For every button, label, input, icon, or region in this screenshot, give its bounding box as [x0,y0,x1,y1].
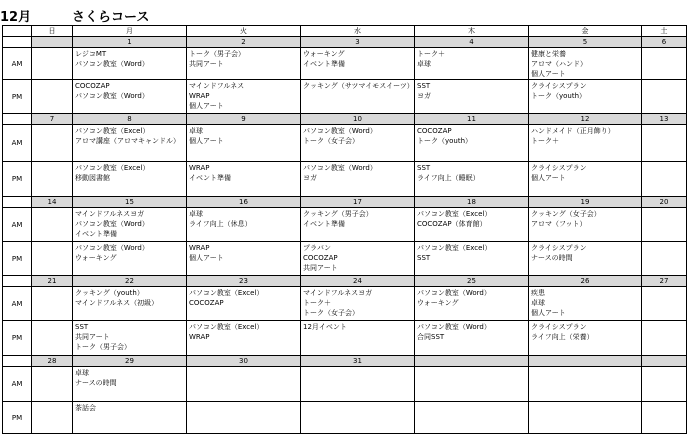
weekday-header: 火 [187,26,301,37]
activity-item: マインドフルネスヨガ [303,289,373,297]
activity-cell [642,287,687,321]
activity-item: パソコン教室（Excel） [189,289,264,297]
activity-item: 個人アート [189,254,224,262]
date-cell: 30 [187,356,301,367]
activity-cell [301,162,415,197]
pm-label: PM [3,321,32,356]
activity-cell [187,80,301,114]
activity-item: SST [417,254,431,262]
activity-item: 共同アート [75,333,110,341]
date-cell: 22 [73,276,187,287]
activity-cell [73,125,187,162]
activity-item: COCOZAP [303,254,338,262]
activity-cell [73,80,187,114]
activity-cell [642,48,687,80]
month-title: 12月 [0,10,32,25]
pm-label: PM [3,80,32,114]
am-row [3,48,687,80]
activity-item: パソコン教室（Word） [75,220,149,228]
weekday-header: 月 [73,26,187,37]
activity-cell [301,321,415,356]
activity-cell [73,321,187,356]
activity-cell [642,208,687,242]
activity-item: クライシスプラン [531,164,587,172]
activity-item: SST [417,164,431,172]
activity-cell [301,367,415,402]
weekday-header: 木 [415,26,529,37]
date-cell: 23 [187,276,301,287]
date-cell: 15 [73,197,187,208]
date-cell: 14 [32,197,73,208]
date-row-label [3,356,32,367]
activity-item: ウォーキング [303,50,345,58]
date-cell: 28 [32,356,73,367]
date-row-label [3,114,32,125]
activity-item: パソコン教室（Word） [303,164,377,172]
activity-item: パソコン教室（Excel） [417,244,492,252]
activity-cell [529,48,642,80]
date-cell: 25 [415,276,529,287]
date-cell: 6 [642,37,687,48]
activity-cell [415,321,529,356]
am-label: AM [3,287,32,321]
date-cell: 31 [301,356,415,367]
activity-item: トーク（女子会） [303,137,359,145]
activity-cell [415,162,529,197]
activity-item: 移動図書館 [75,174,110,182]
activity-cell [73,208,187,242]
activity-cell [187,48,301,80]
activity-cell [73,162,187,197]
activity-item: WRAP [189,244,210,252]
activity-item: パソコン教室（Word） [417,323,491,331]
activity-item: マインドフルネス（初級） [75,299,159,307]
activity-item: マインドフルネス [189,82,245,90]
activity-cell [187,321,301,356]
activity-item: マインドフルネスヨガ [75,210,145,218]
activity-item: ライフ向上（栄養） [531,333,594,341]
date-cell: 9 [187,114,301,125]
activity-cell [32,321,73,356]
date-cell: 3 [301,37,415,48]
activity-item: 卓球 [189,210,203,218]
activity-item: SST [75,323,89,331]
activity-cell [529,208,642,242]
activity-cell [415,80,529,114]
activity-cell [32,287,73,321]
activity-item: COCOZAP（体育館） [417,220,487,228]
activity-item: イベント準備 [303,220,345,228]
date-cell: 10 [301,114,415,125]
date-cell: 19 [529,197,642,208]
activity-cell [529,367,642,402]
date-cell: 18 [415,197,529,208]
activity-item: 12月イベント [303,323,347,331]
pm-row [3,80,687,114]
activity-item: 健康と栄養 [531,50,566,58]
activity-cell [642,80,687,114]
activity-cell [415,287,529,321]
activity-item: パソコン教室（Excel） [75,164,150,172]
activity-item: 合同SST [417,333,445,341]
activity-item: ナースの時間 [75,379,117,387]
activity-cell [529,125,642,162]
activity-cell [32,242,73,276]
activity-item: 茶話会 [75,404,96,412]
activity-item: ウォーキング [417,299,459,307]
activity-cell [187,125,301,162]
activity-cell [415,402,529,434]
activity-cell [642,125,687,162]
activity-cell [73,287,187,321]
activity-cell [32,48,73,80]
activity-item: トーク（男子会） [75,343,131,351]
activity-cell [529,287,642,321]
activity-cell [301,208,415,242]
activity-item: トーク（youth） [531,92,587,100]
activity-item: クライシスプラン [531,244,587,252]
activity-item: トーク（youth） [417,137,473,145]
activity-item: ヨガ [417,92,431,100]
date-cell: 12 [529,114,642,125]
activity-cell [642,162,687,197]
activity-item: クライシスプラン [531,82,587,90]
activity-item: クッキング（youth） [75,289,144,297]
activity-item: クッキング（女子会） [531,210,601,218]
activity-item: COCOZAP [75,82,110,90]
activity-item: アロマ（ハンド） [531,60,587,68]
date-cell: 20 [642,197,687,208]
activity-item: 個人アート [531,174,566,182]
date-row [3,37,687,48]
activity-cell [32,367,73,402]
date-cell: 17 [301,197,415,208]
activity-item: アロマ（フット） [531,220,587,228]
am-row [3,367,687,402]
activity-item: 共同アート [189,60,224,68]
activity-cell [32,80,73,114]
date-cell [32,37,73,48]
pm-row [3,402,687,434]
am-row [3,287,687,321]
activity-cell [642,367,687,402]
date-row-label [3,37,32,48]
date-cell [415,356,529,367]
activity-item: WRAP [189,333,210,341]
date-row [3,356,687,367]
activity-item: 卓球 [531,299,545,307]
weekday-header: 金 [529,26,642,37]
activity-item: トーク（女子会） [303,309,359,317]
activity-item: パソコン教室（Excel） [75,127,150,135]
activity-cell [187,242,301,276]
activity-item: 卓球 [75,369,89,377]
activity-item: 個人アート [189,102,224,110]
activity-cell [642,321,687,356]
activity-item: トーク＋ [303,299,331,307]
calendar-body [3,37,687,434]
activity-item: トーク＋ [417,50,445,58]
activity-cell [32,162,73,197]
activity-cell [187,162,301,197]
weekday-header: 土 [642,26,687,37]
activity-cell [301,402,415,434]
activity-item: トーク＋ [531,137,559,145]
activity-item: ヨガ [303,174,317,182]
activity-cell [73,402,187,434]
activity-item: 共同アート [303,264,338,272]
date-cell: 5 [529,37,642,48]
date-cell: 2 [187,37,301,48]
date-row-label [3,276,32,287]
activity-cell [187,287,301,321]
activity-item: パソコン教室（Word） [75,92,149,100]
activity-item: 卓球 [417,60,431,68]
am-label: AM [3,125,32,162]
am-label: AM [3,48,32,80]
activity-item: パソコン教室（Word） [75,244,149,252]
date-cell: 4 [415,37,529,48]
date-cell: 27 [642,276,687,287]
activity-item: クッキング（サツマイモスイーツ） [303,82,414,90]
activity-cell [529,242,642,276]
date-cell: 11 [415,114,529,125]
am-label: AM [3,367,32,402]
date-row-label [3,197,32,208]
pm-row [3,162,687,197]
activity-item: プラバン [303,244,331,252]
activity-cell [32,125,73,162]
pm-row [3,321,687,356]
activity-item: 個人アート [531,309,566,317]
activity-item: レジコMT [75,50,107,58]
activity-item: WRAP [189,164,210,172]
activity-cell [187,402,301,434]
activity-cell [529,162,642,197]
activity-item: パソコン教室（Excel） [189,323,264,331]
activity-item: パソコン教室（Word） [75,60,149,68]
activity-item: 卓球 [189,127,203,135]
activity-item: ナースの時間 [531,254,573,262]
activity-cell [32,402,73,434]
activity-item: イベント準備 [75,230,117,238]
date-cell: 7 [32,114,73,125]
activity-cell [529,80,642,114]
schedule-calendar [2,25,687,434]
weekday-header: 日 [32,26,73,37]
date-row [3,197,687,208]
activity-item: パソコン教室（Word） [303,127,377,135]
activity-cell [187,208,301,242]
date-cell [529,356,642,367]
date-cell [642,356,687,367]
am-row [3,125,687,162]
activity-cell [301,48,415,80]
activity-item: クライシスプラン [531,323,587,331]
am-row [3,208,687,242]
activity-item: イベント準備 [303,60,345,68]
date-cell: 13 [642,114,687,125]
activity-cell [415,125,529,162]
date-cell: 29 [73,356,187,367]
date-cell: 1 [73,37,187,48]
activity-cell [642,242,687,276]
activity-cell [415,242,529,276]
activity-cell [415,367,529,402]
weekday-header-row [3,26,687,37]
activity-item: ライフ向上（休息） [189,220,252,228]
activity-item: アロマ講座（アロマキャンドル） [75,137,180,145]
activity-cell [642,402,687,434]
pm-label: PM [3,162,32,197]
activity-cell [415,48,529,80]
activity-cell [415,208,529,242]
date-row [3,276,687,287]
activity-cell [529,402,642,434]
am-label: AM [3,208,32,242]
date-cell: 26 [529,276,642,287]
activity-cell [32,208,73,242]
pm-row [3,242,687,276]
activity-item: ウォーキング [75,254,117,262]
activity-item: ライフ向上（睡眠） [417,174,480,182]
activity-item: SST [417,82,431,90]
activity-item: イベント準備 [189,174,231,182]
activity-item: パソコン教室（Excel） [417,210,492,218]
date-cell: 24 [301,276,415,287]
activity-cell [301,125,415,162]
date-cell: 21 [32,276,73,287]
activity-cell [301,242,415,276]
activity-cell [301,80,415,114]
activity-item: COCOZAP [189,299,224,307]
date-cell: 8 [73,114,187,125]
pm-label: PM [3,402,32,434]
date-row [3,114,687,125]
activity-item: クッキング（男子会） [303,210,373,218]
activity-item: ハンドメイド（正月飾り） [531,127,615,135]
activity-cell [73,367,187,402]
course-title: さくらコース [72,10,150,25]
activity-cell [73,48,187,80]
activity-cell [301,287,415,321]
corner-cell [3,26,32,37]
weekday-header: 水 [301,26,415,37]
activity-cell [187,367,301,402]
activity-item: WRAP [189,92,210,100]
activity-item: 個人アート [189,137,224,145]
activity-item: トーク（男子会） [189,50,245,58]
activity-item: 疾患 [531,289,545,297]
activity-item: パソコン教室（Word） [417,289,491,297]
pm-label: PM [3,242,32,276]
activity-item: 個人アート [531,70,566,78]
activity-item: COCOZAP [417,127,452,135]
date-cell: 16 [187,197,301,208]
activity-cell [529,321,642,356]
activity-cell [73,242,187,276]
